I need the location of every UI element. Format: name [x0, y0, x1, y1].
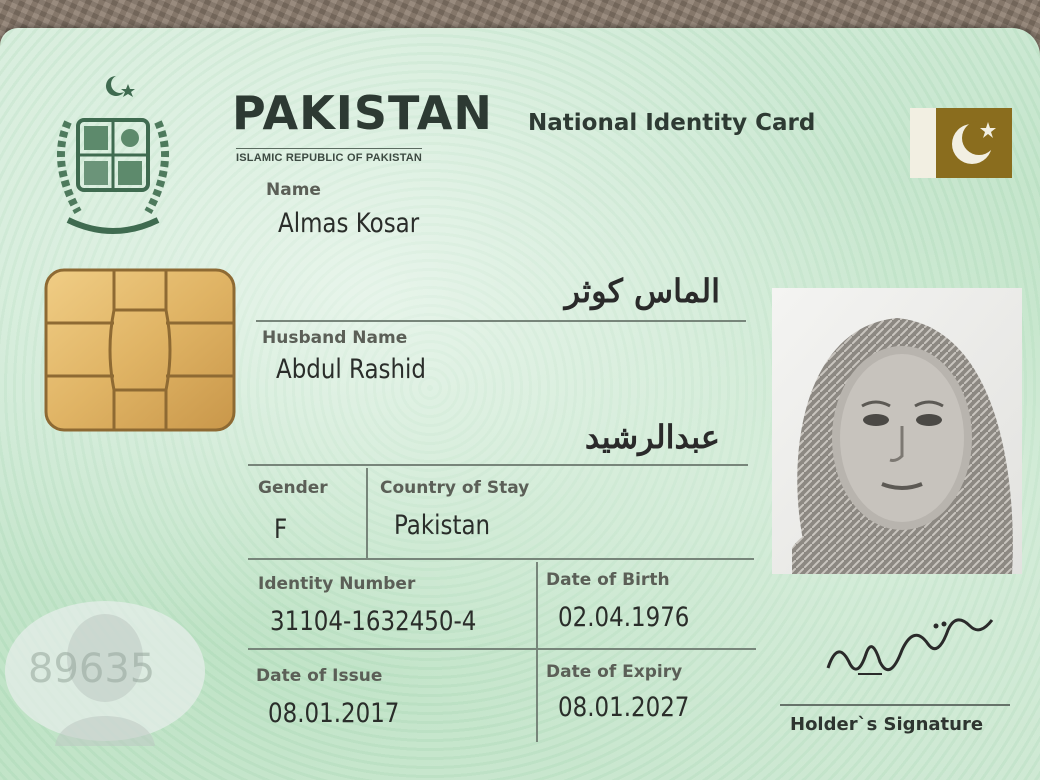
divider	[366, 468, 368, 560]
date-of-issue-label: Date of Issue	[256, 666, 383, 686]
country-of-stay-value: Pakistan	[394, 510, 491, 541]
country-of-stay-label: Country of Stay	[380, 478, 530, 498]
signature-line	[780, 704, 1010, 706]
state-emblem-icon	[38, 62, 188, 252]
divider	[248, 648, 756, 650]
smart-chip-icon	[44, 268, 236, 432]
signature-label: Holder`s Signature	[790, 714, 984, 735]
name-value: Almas Kosar	[278, 208, 420, 239]
identity-number-value: 31104-1632450-4	[270, 606, 477, 637]
holder-photo	[772, 288, 1022, 574]
holder-signature	[818, 608, 1018, 688]
date-of-birth-label: Date of Birth	[546, 570, 670, 590]
gender-label: Gender	[258, 478, 328, 498]
date-of-expiry-value: 08.01.2027	[558, 692, 690, 723]
divider	[248, 558, 754, 560]
husband-name-label: Husband Name	[262, 328, 408, 348]
divider	[248, 464, 748, 466]
husband-name-value: Abdul Rashid	[276, 354, 427, 385]
husband-name-urdu: عبدالرشید	[584, 418, 720, 456]
identity-number-label: Identity Number	[258, 574, 416, 594]
name-urdu: الماس کوثر	[564, 272, 720, 310]
gender-value: F	[274, 514, 288, 545]
country-title: PAKISTAN	[232, 86, 493, 140]
divider	[536, 562, 538, 742]
divider	[256, 320, 746, 322]
pakistan-flag-icon	[910, 108, 1012, 178]
country-subtitle: ISLAMIC REPUBLIC OF PAKISTAN	[236, 148, 422, 164]
date-of-expiry-label: Date of Expiry	[546, 662, 683, 682]
identity-card	[0, 28, 1040, 780]
date-of-birth-value: 02.04.1976	[558, 602, 690, 633]
date-of-issue-value: 08.01.2017	[268, 698, 400, 729]
name-label: Name	[266, 180, 321, 200]
card-type-title: National Identity Card	[528, 110, 816, 136]
ghost-number: 89635	[28, 646, 156, 692]
